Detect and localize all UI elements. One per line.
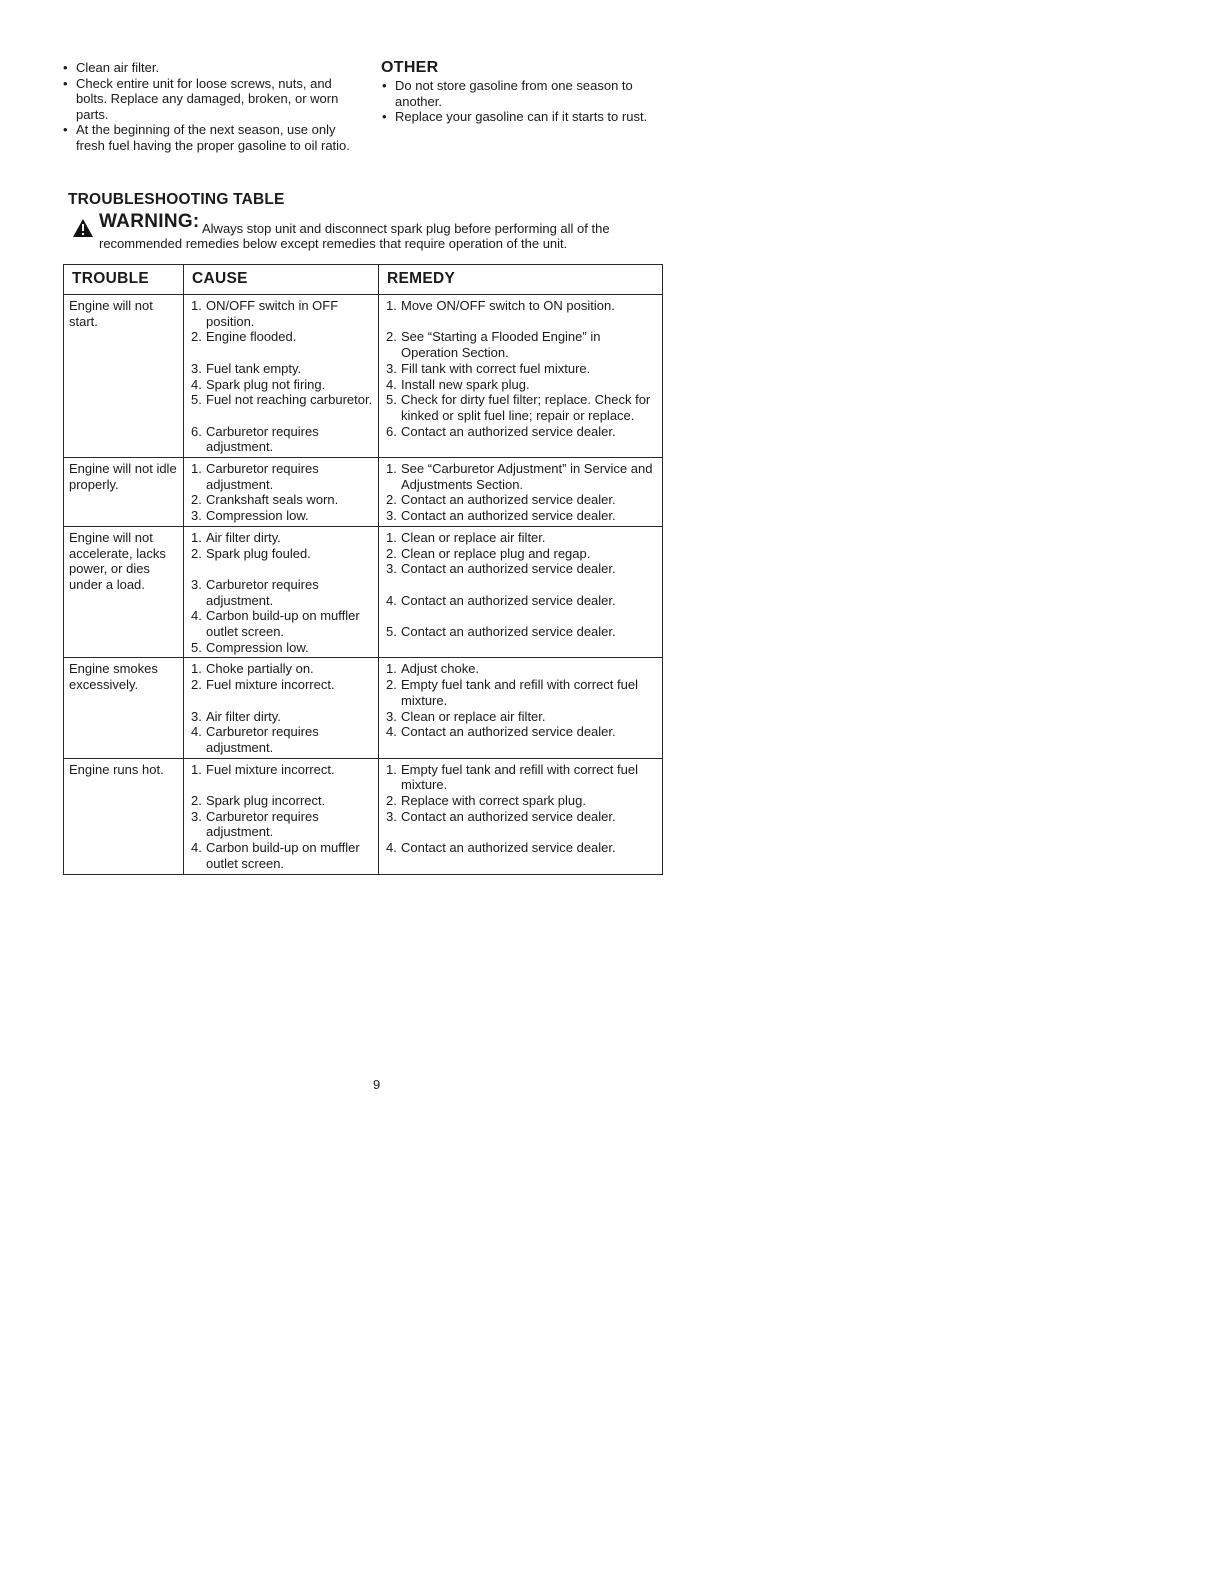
warning-label: WARNING: [99,211,200,232]
list-item: 3. Carburetor requires adjustment. [191,808,319,840]
list-spacer [189,561,374,577]
list-item: 4. Contact an authorized service dealer. [386,592,616,608]
list-spacer [189,777,374,793]
list-spacer [384,577,658,593]
bullet-item: • Check entire unit for loose screws, nuts, and bolts. Replace any damaged, broken, or worn parts. [63,75,339,122]
list-item: 5. Fuel not reaching carburetor. [191,392,373,408]
warning-triangle-icon [72,218,94,238]
table-row [64,526,663,658]
bullet-item: • At the beginning of the next season, use only fresh fuel having the proper gasoline to oil ratio. [63,122,350,153]
warning-text-line1: Always stop unit and disconnect spark plug before performing all of the [202,221,610,236]
list-item: 3. Contact an authorized service dealer. [386,808,616,824]
list-item: 1. Adjust choke. [386,661,480,677]
trouble-cell: Engine runs hot. [64,758,184,874]
table-header-row [64,265,663,295]
list-spacer [384,824,658,840]
list-item: 5. Check for dirty fuel filter; replace. Check for kinked or split fuel line; repair or replace. [386,392,651,423]
remedy-list [384,461,658,524]
other-heading: OTHER [381,59,439,76]
list-item: 4. Install new spark plug. [386,376,530,392]
list-item: 2. Empty fuel tank and refill with correct fuel mixture. [386,677,638,708]
list-item: 1. ON/OFF switch in OFF position. [191,298,339,329]
list-item: 3. Clean or replace air filter. [386,708,546,724]
list-item: 1. Choke partially on. [191,661,314,677]
list-item: 3. Compression low. [191,508,309,524]
list-item: 1. Fuel mixture incorrect. [191,761,335,777]
list-spacer [189,408,374,424]
list-item: 6. Contact an authorized service dealer. [386,423,616,439]
bullet-item: • Do not store gasoline from one season to another. [382,78,633,109]
remedy-list [384,762,658,856]
cause-list [189,762,374,872]
list-item: 3. Contact an authorized service dealer. [386,508,616,524]
trouble-cell: Engine will not idle properly. [64,458,184,527]
list-item: 1. Air filter dirty. [191,529,281,545]
list-item: 4. Carburetor requires adjustment. [191,724,319,755]
remedy-cell [379,658,663,758]
list-item: 3. Contact an authorized service dealer. [386,561,616,577]
bullet-icon: • [382,78,387,93]
cause-list [189,661,374,755]
cause-list [189,461,374,524]
list-spacer [384,608,658,624]
list-item: 1. Empty fuel tank and refill with correct fuel mixture. [386,761,638,793]
bullet-item: • Replace your gasoline can if it starts to rust. [382,109,648,124]
list-item: 3. Fill tank with correct fuel mixture. [386,360,591,376]
table-row [64,658,663,758]
list-item: 4. Carbon build-up on muffler outlet screen. [191,840,360,871]
remedy-list [384,298,658,439]
maintenance-bullet-list [62,60,354,153]
list-item: 2. Spark plug incorrect. [191,793,326,809]
list-item: 2. Clean or replace plug and regap. [386,545,591,561]
remedy-cell [379,758,663,874]
troubleshooting-table [63,264,663,875]
list-item: 3. Air filter dirty. [191,708,281,724]
list-spacer [189,345,374,361]
cause-cell [184,295,379,458]
bullet-icon: • [63,122,68,137]
table-row [64,295,663,458]
cause-cell [184,758,379,874]
remedy-list [384,530,658,640]
list-item: 2. Spark plug fouled. [191,545,311,561]
bullet-icon: • [63,60,68,75]
list-item: 3. Fuel tank empty. [191,360,302,376]
list-spacer [189,693,374,709]
list-item: 2. Fuel mixture incorrect. [191,677,335,693]
cause-list [189,298,374,455]
list-item: 2. See “Starting a Flooded Engine” in Operation Section. [386,329,601,361]
bullet-icon: • [63,75,68,91]
cause-cell [184,658,379,758]
list-item: 4. Carbon build-up on muffler outlet screen. [191,608,360,640]
header-trouble: TROUBLE [64,265,184,295]
list-item: 1. Carburetor requires adjustment. [191,461,319,492]
list-item: 4. Contact an authorized service dealer. [386,840,616,856]
list-spacer [384,314,658,330]
warning-text-line2: recommended remedies below except remedies that require operation of the unit. [99,236,568,251]
header-cause: CAUSE [184,265,379,295]
list-item: 4. Contact an authorized service dealer. [386,724,616,740]
remedy-cell [379,295,663,458]
bullet-item: • Clean air filter. [63,60,160,75]
trouble-cell: Engine will not start. [64,295,184,458]
cause-cell [184,458,379,527]
troubleshooting-title: TROUBLESHOOTING TABLE [68,191,285,208]
cause-cell [184,526,379,658]
trouble-cell: Engine will not accelerate, lacks power, or dies under a load. [64,526,184,658]
list-item: 5. Contact an authorized service dealer. [386,624,616,639]
list-item: 6. Carburetor requires adjustment. [191,423,319,455]
page-number: 9 [373,1077,381,1092]
other-column [381,58,673,125]
table-row [64,758,663,874]
table-row [64,458,663,527]
list-item: 1. See “Carburetor Adjustment” in Service and Adjustments Section. [386,461,653,492]
list-item: 2. Engine flooded. [191,329,297,345]
header-remedy: REMEDY [379,265,663,295]
cause-list [189,530,374,656]
trouble-cell: Engine smokes excessively. [64,658,184,758]
list-item: 4. Spark plug not firing. [191,376,326,392]
list-item: 2. Crankshaft seals worn. [191,492,339,508]
list-item: 2. Contact an authorized service dealer. [386,492,616,508]
bullet-icon: • [382,109,387,124]
remedy-cell [379,526,663,658]
list-item: 1. Clean or replace air filter. [386,529,546,545]
remedy-list [384,661,658,740]
list-item: 5. Compression low. [191,639,309,655]
list-item: 3. Carburetor requires adjustment. [191,576,319,608]
list-item: 2. Replace with correct spark plug. [386,793,586,809]
remedy-cell [379,458,663,527]
maintenance-left-column [62,60,354,153]
list-item: 1. Move ON/OFF switch to ON position. [386,298,615,313]
other-bullet-list [381,78,673,125]
